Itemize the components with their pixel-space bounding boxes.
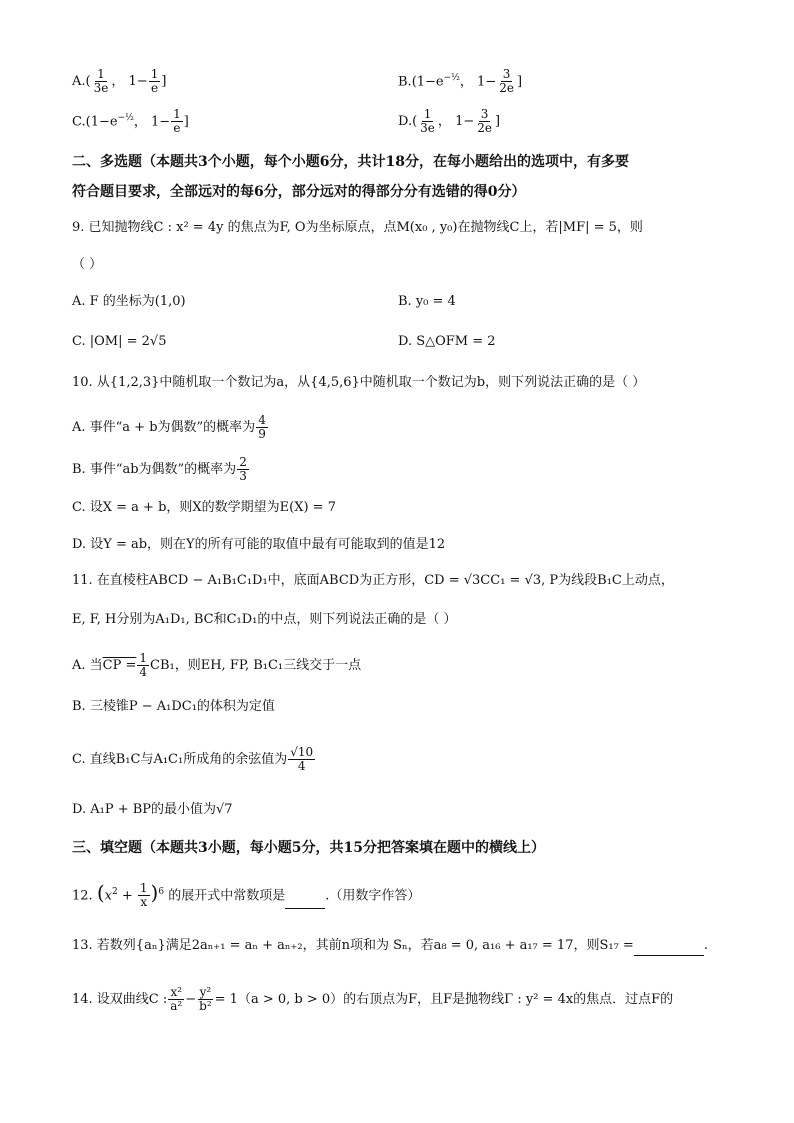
q11-option-a: A. 当CP = $\frac{1}{4}$ CB₁，则EH, FP, B₁C₁三线交于一点 [72,651,362,679]
section-heading-fill-blank: 三、填空题（本题共3小题，每小题5分，共15分把答案填在题中的横线上） [72,840,545,856]
fraction: $\frac{\text{x²}}{\text{a²}}$ [170,985,183,1013]
q11-option-c: C. 直线B₁C与A₁C₁所成角的余弦值为 $\frac{√10}{4}$ [72,745,314,773]
q8-option-d: D.( $\frac{1}{3e}$ ， 1− $\frac{3}{2e}$ ] [398,107,501,135]
fraction: $\frac{2}{3}$ [239,455,247,483]
q11-option-d: D. A₁P + BP的最小值为√7 [72,802,233,817]
q9-option-d: D. S△OFM = 2 [398,334,496,349]
q10-option-a: A. 事件“a + b为偶数”的概率为 $\frac{4}{9}$ [72,413,266,441]
q14-stem: 14. 设双曲线C : $\frac{\text{x²}}{\text{a²}}$ − $\frac{\text{y²}}{\text{b²}}$ = 1（a > 0, b > 0）的右顶点为F，且F是抛物线Γ : y² = 4x的焦点．过点F的 [72,985,674,1013]
fraction: $\frac{1}{3e}$ [420,107,435,135]
answer-blank[interactable] [285,894,325,909]
q8-option-b: $B.(1-e^{-\frac{1}{2}}$， 1− $\frac{3}{2e}$ ] [398,67,523,96]
q9-option-b: B. y₀ = 4 [398,294,456,309]
q8-option-a: A.( $\frac{1}{3e}$ ， 1− $\frac{1}{e}$ ] [72,67,167,95]
section-heading-multi-choice-cont: 符合题目要求，全部远对的每6分，部分远对的得部分分有选错的得0分） [72,184,526,200]
fraction: $\frac{3}{2e}$ [477,107,492,135]
fraction: $\frac{1}{e}$ [150,67,159,95]
q13: 13. 若数列{aₙ}满足2aₙ₊₁ = aₙ + aₙ₊₂，其前n项和为 Sₙ，若a₈ = 0, a₁₆ + a₁₇ = 17，则S₁₇ = . [72,936,708,956]
q10-stem: 10. 从{1,2,3}中随机取一个数记为a，从{4,5,6}中随机取一个数记为b，则下列说法正确的是（ ） [72,375,646,390]
q8-option-c: $C.(1-e^{-\frac{1}{2}}$， 1− $\frac{1}{e}$ ] [72,107,189,136]
fraction: $\frac{1}{x}$ [139,881,148,910]
answer-blank[interactable] [634,941,704,956]
fraction: $\frac{3}{2e}$ [499,67,514,96]
q9-option-a: A. F 的坐标为(1,0) [72,294,186,309]
fraction: $\frac{1}{4}$ [139,651,148,679]
q11-stem-cont: E, F, H分别为A₁D₁, BC和C₁D₁的中点，则下列说法正确的是（ ） [72,612,457,627]
q10-option-b: B. 事件“ab为偶数”的概率为 $\frac{2}{3}$ [72,455,247,483]
q11-option-b: B. 三棱锥P − A₁DC₁的体积为定值 [72,699,275,714]
q11-stem: 11. 在直棱柱ABCD − A₁B₁C₁D₁中，底面ABCD为正方形，CD = √3CC₁ = √3, P为线段B₁C上动点， [72,573,674,588]
fraction: $\frac{\text{y²}}{\text{b²}}$ [199,985,212,1013]
q9-stem: 9. 已知抛物线C : x² = 4y 的焦点为F, O为坐标原点，点M(x₀ , y₀)在抛物线C上，若|MF| = 5，则 [72,220,643,235]
section-heading-multi-choice: 二、多选题（本题共3个小题，每个小题6分，共计18分，在每小题给出的选项中，有多要 [72,154,629,170]
q9-option-c: C. |OM| = 2√5 [72,334,167,349]
fraction: $\frac{4}{9}$ [258,413,266,441]
q10-option-d: D. 设Y = ab，则在Y的所有可能的取值中最有可能取到的值是12 [72,537,446,552]
q10-option-c: C. 设X = a + b，则X的数学期望为E(X) = 7 [72,500,336,515]
q12: 12. ($x^2$ + $\frac{1}{x}$ )$^6$ 的展开式中常数项是 .（用数字作答） [72,880,421,910]
fraction: $\frac{√10}{4}$ [290,745,314,773]
fraction: $\frac{1}{e}$ [173,107,181,136]
fraction: $\frac{1}{3e}$ [93,67,109,95]
q9-answer-paren: （ ） [72,257,103,272]
